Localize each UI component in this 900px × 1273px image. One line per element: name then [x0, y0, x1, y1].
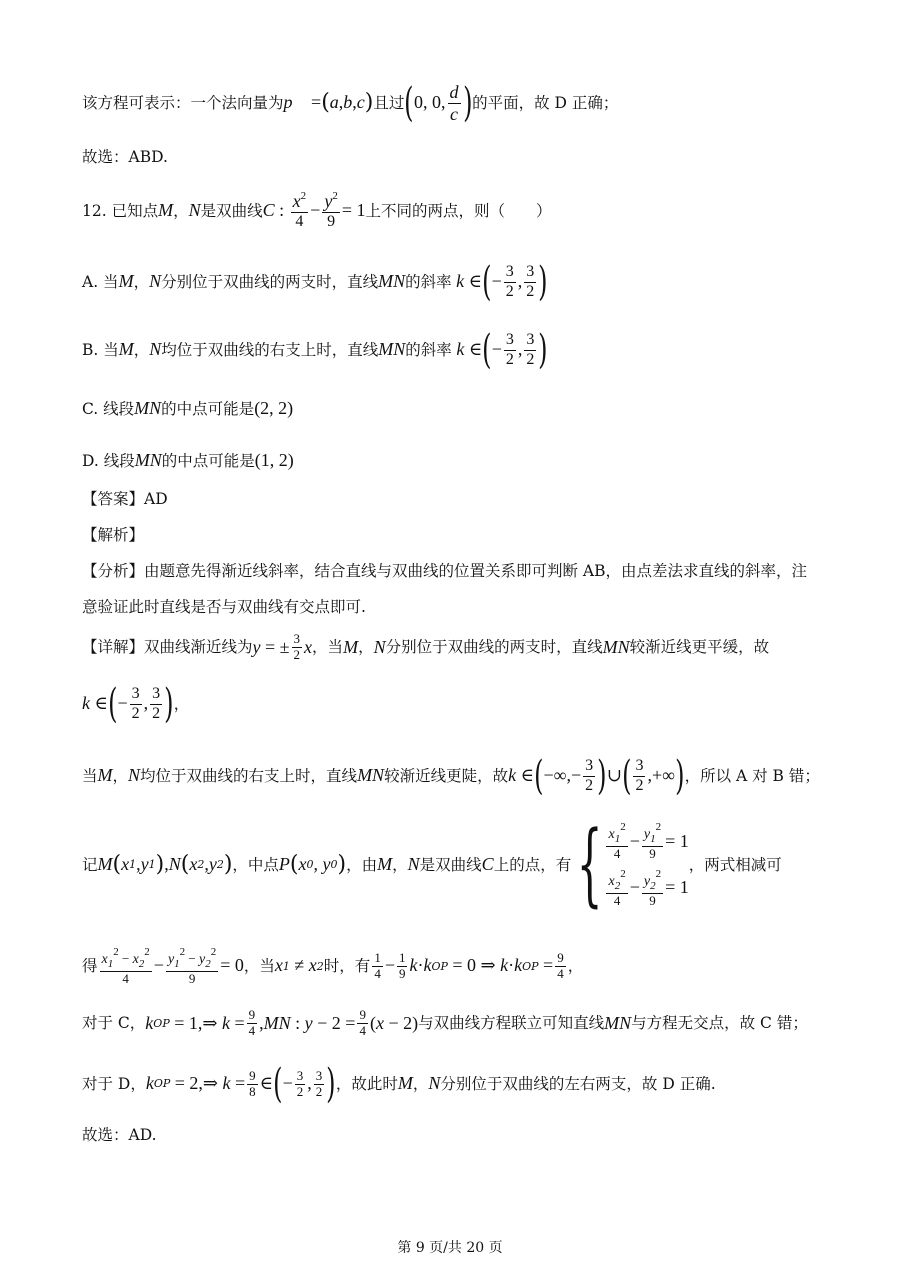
text: 分别位于双曲线的左右两支，故 D 正确.	[440, 1074, 716, 1093]
text: 是双曲线	[419, 855, 482, 874]
text: ，当	[243, 956, 275, 975]
k-interval-line: k ∈ ( − $\frac{3}{2}$ , $\frac{3}{2}$ ) ，	[82, 681, 190, 727]
text: 与双曲线方程联立可知直线	[418, 1014, 605, 1033]
text: 当	[82, 766, 98, 785]
text: ，	[173, 694, 190, 713]
page-footer: 第 9 页/共 20 页	[397, 1240, 503, 1256]
option-a: A. 当 M ， N 分别位于双曲线的两支时，直线 MN 的斜率 k ∈ ( − $\frac{3}{2}$ , $\frac{3}{2}$ )	[82, 259, 548, 305]
analysis-label	[82, 526, 144, 545]
text: 对于 D，	[82, 1074, 146, 1093]
text: 故选：ABD.	[82, 148, 168, 166]
text: 的中点可能是	[161, 451, 255, 470]
text: 的斜率	[405, 340, 452, 359]
question-12: 12. 已知点 M ， N 是双曲线 C : $\frac{x^2}{4}$ − $\frac{y^2}{9}$ = 1 上不同的两点，则（ ）	[82, 190, 552, 231]
record-line: 记 M ( x 1 , y 1 ) , N ( x 2 , y 2 ) ，中点 P ( x 0 , y 0 ) ，由 M ， N 是双曲线 C 上的点，有 { $\frac{x_1^2}{4}$ − $\frac{y_1^2}{9}$ = 1 $\frac{x_2^2}{4}$ − $\frac{y_2^2}{9}$ = 1 ，两式相减可	[82, 812, 782, 917]
text: ，所以 A 对 B 错；	[684, 766, 820, 785]
text: 故选：AD.	[82, 1126, 157, 1144]
text: 较渐近线更陡，故	[384, 766, 509, 785]
text: 【详解】双曲线渐近线为	[82, 638, 253, 657]
text: D. 线段	[82, 451, 135, 470]
text: 【答案】AD	[82, 490, 168, 508]
option-b: B. 当 M ， N 均位于双曲线的右支上时，直线 MN 的斜率 k ∈ ( − $\frac{3}{2}$ , $\frac{3}{2}$ )	[82, 327, 548, 373]
text: 分别位于双曲线的两支时，直线	[161, 272, 379, 291]
text: ，由	[346, 855, 378, 874]
text: ，故此时	[335, 1074, 398, 1093]
text-line-normal-vector: 该方程可表示：一个法向量为 p⃗ = ( a , b , c ) 且过 ( 0, 0, $\frac{d}{c}$ ) 的平面，故 D 正确；	[82, 80, 619, 127]
text: 上的点，有	[493, 855, 572, 874]
text: A. 当	[82, 272, 119, 291]
text: 12. 已知点	[82, 201, 159, 220]
text: 与方程无交点，故 C 错；	[631, 1014, 808, 1033]
text: 该方程可表示：一个法向量为	[82, 93, 284, 112]
text: 均位于双曲线的右支上时，直线	[161, 340, 379, 359]
text-line-choice-abd	[82, 148, 168, 167]
text: 意验证此时直线是否与双曲线有交点即可.	[82, 598, 366, 616]
text: 分别位于双曲线的两支时，直线	[385, 638, 603, 657]
text: C. 线段	[82, 399, 135, 418]
text: 的斜率	[405, 272, 452, 291]
fenxi-line-2	[82, 598, 366, 617]
equation-system: { $\frac{x_1^2}{4}$ − $\frac{y_1^2}{9}$ = 1 $\frac{x_2^2}{4}$ − $\frac{y_2^2}{9}$ = 1	[576, 812, 689, 917]
text: ，两式相减可	[688, 855, 782, 874]
fenxi-line-1	[82, 562, 807, 581]
text: 【分析】由题意先得渐近线斜率，结合直线与双曲线的位置关系即可判断 AB，由点差法求直线的斜率，注	[82, 562, 808, 580]
text: 记	[82, 855, 98, 874]
text: 对于 C，	[82, 1014, 146, 1033]
text: ，当	[312, 638, 344, 657]
text: 且过	[373, 93, 405, 112]
text: 上不同的两点，则（ ）	[365, 201, 552, 220]
math-fraction: $\frac{d}{c}$	[449, 82, 459, 124]
option-d: D. 线段 MN 的中点可能是 (1, 2)	[82, 450, 294, 470]
text: 【解析】	[82, 526, 145, 544]
option-c: C. 线段 MN 的中点可能是 (2, 2)	[82, 398, 294, 418]
answer	[82, 490, 168, 509]
text: B. 当	[82, 340, 119, 359]
derive-line: 得 $\frac{x_1^2 - x_2^2}{4}$ − $\frac{y_1^2 - y_2^2}{9}$ = 0 ，当 x 1 ≠ x 2 时，有 $\frac{1}{4}$ − $\frac{1}{9}$ k · k OP = 0 ⇒ k · k OP = $\frac{9}{4}$ ，	[82, 946, 584, 986]
text: 时，有	[323, 956, 371, 975]
text: ，	[567, 956, 584, 975]
xiangjie-line: 【详解】双曲线渐近线为 y = ± $\frac{3}{2}$ x ，当 M ， N 分别位于双曲线的两支时，直线 MN 较渐近线更平缓，故	[82, 631, 770, 662]
text: 较渐近线更平缓，故	[629, 638, 770, 657]
text: 得	[82, 956, 98, 975]
final-choice	[82, 1126, 157, 1145]
text: 均位于双曲线的右支上时，直线	[140, 766, 358, 785]
math-vector-p: p⃗ =	[283, 92, 322, 113]
text: 的中点可能是	[161, 399, 255, 418]
for-c-line: 对于 C， k OP = 1,⇒ k = $\frac{9}{4}$ , MN : y − 2 = $\frac{9}{4}$ ( x − 2) 与双曲线方程联立可知直线 MN 与方程无交点，故 C 错；	[82, 1007, 808, 1038]
text: 是双曲线	[200, 201, 263, 220]
for-d-line: 对于 D， k OP = 2,⇒ k = $\frac{9}{8}$ ∈ ( − $\frac{3}{2}$ , $\frac{3}{2}$ ) ，故此时 M ， N 分别位于双曲线的左右两支，故 D 正确.	[82, 1061, 716, 1107]
right-branch-line: 当 M ， N 均位于双曲线的右支上时，直线 MN 较渐近线更陡，故 k ∈ ( −∞,− $\frac{3}{2}$ ) ∪ ( $\frac{3}{2}$ ,+∞ ) ，所以 A 对 B 错；	[82, 753, 820, 799]
text: 的平面，故 D 正确；	[472, 93, 619, 112]
text: ，中点	[232, 855, 279, 874]
